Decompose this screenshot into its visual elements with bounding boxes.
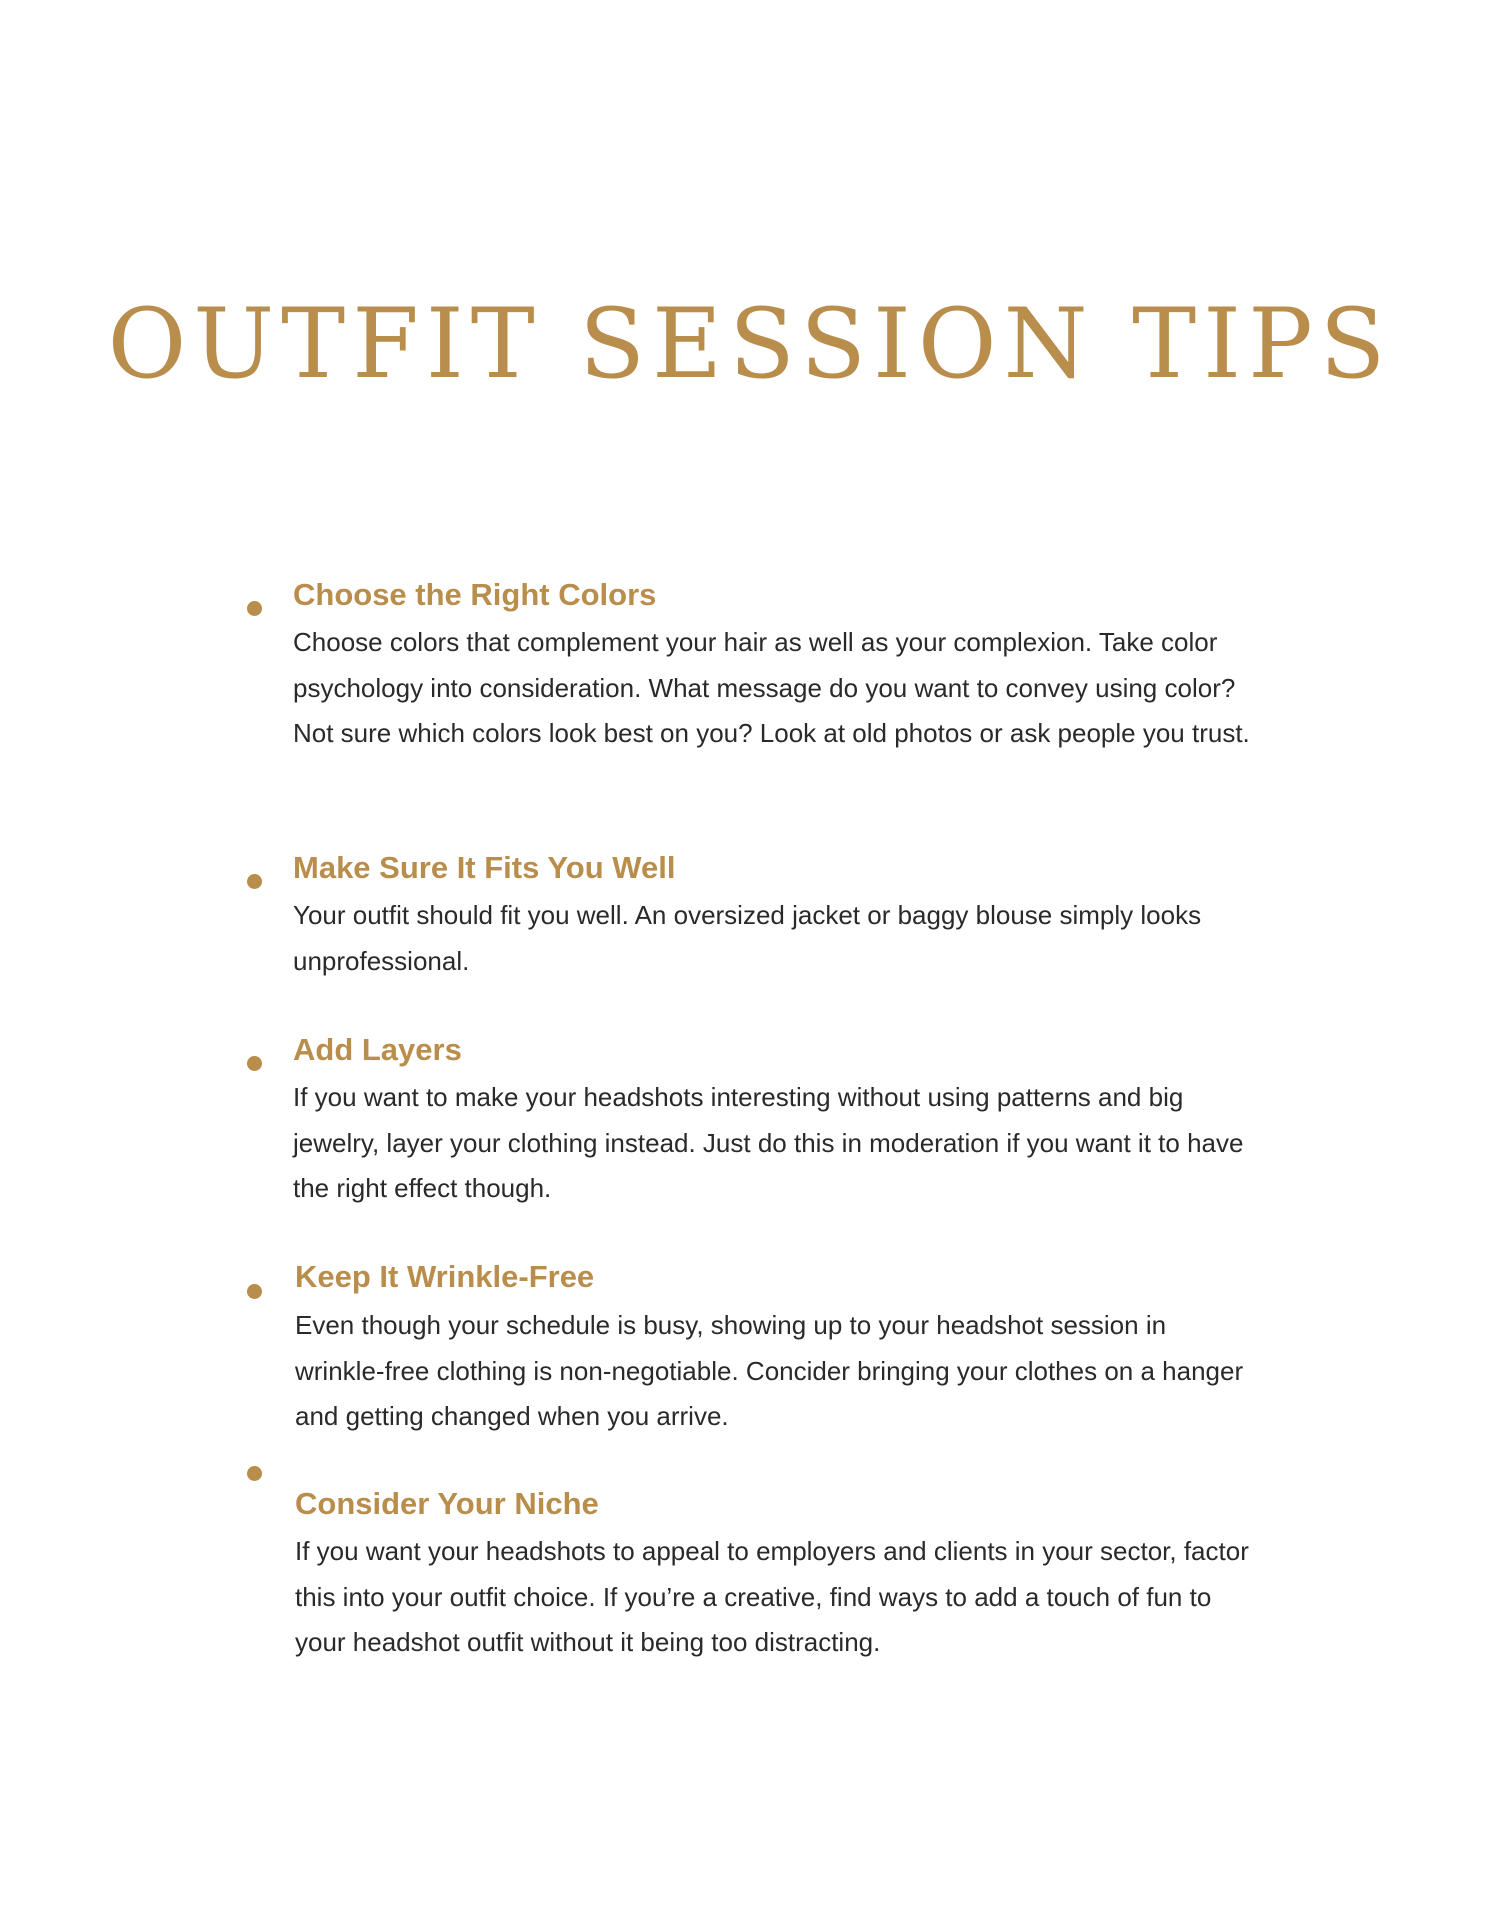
bullet-dot-icon (247, 874, 262, 889)
page-title: OUTFIT SESSION TIPS (107, 288, 1393, 400)
tip-body: If you want your headshots to appeal to employers and clients in your sector, factor this into your outfit choice. If you’re a creative, find ways to add a touch of fun to your headshot outfit without it being too distracting. (295, 1536, 1249, 1657)
tip-heading: Consider Your Niche (295, 1486, 599, 1521)
tip-body: Even though your schedule is busy, showing up to your headshot session in wrinkle-free clothing is non-negotiable. Concider bringing your clothes on a hanger and getting changed when you arrive. (295, 1310, 1244, 1431)
tip-body: Your outfit should fit you well. An oversized jacket or baggy blouse simply looks unprofessional. (293, 900, 1202, 976)
tip-heading: Add Layers (293, 1032, 462, 1067)
bullet-dot-icon (247, 1056, 262, 1071)
tip-body: Choose colors that complement your hair as well as your complexion. Take color psychology into consideration. What message do you want to convey using color? Not sure which colors look best on you? Look at old photos or ask people you trust. (293, 627, 1250, 748)
bullet-dot-icon (247, 601, 262, 616)
bullet-dot-icon (247, 1466, 262, 1481)
tip-heading: Make Sure It Fits You Well (293, 850, 676, 885)
tip-heading: Keep It Wrinkle-Free (295, 1259, 595, 1294)
bullet-dot-icon (247, 1284, 262, 1299)
tip-heading: Choose the Right Colors (293, 577, 657, 612)
tip-body: If you want to make your headshots interesting without using patterns and big jewelry, layer your clothing instead. Just do this in moderation if you want it to have the right effect though. (293, 1082, 1244, 1203)
